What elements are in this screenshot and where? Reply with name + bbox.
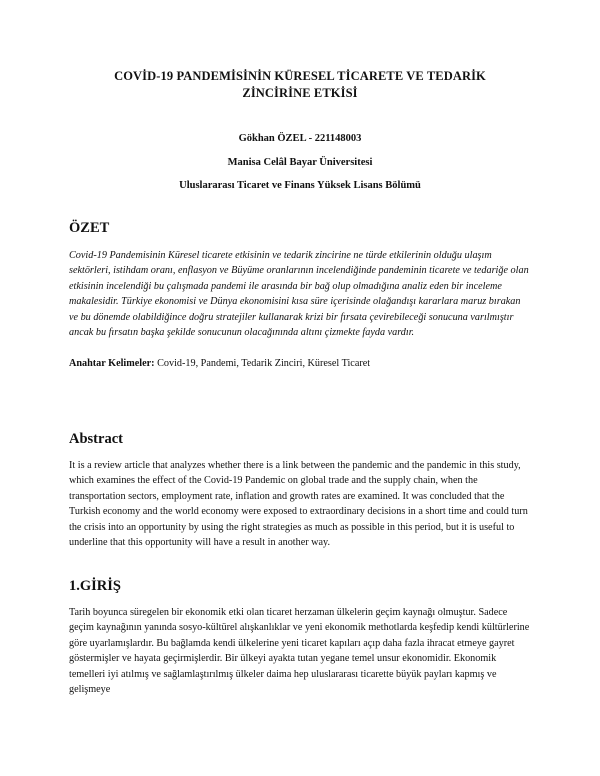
keywords-line [69, 358, 370, 369]
giris-heading: 1.GİRİŞ [69, 578, 121, 594]
keywords-values: Covid-19, Pandemi, Tedarik Zinciri, Küresel Ticaret [154, 358, 371, 369]
keywords-label: Anahtar Kelimeler: [69, 358, 155, 369]
paper-title: COVİD-19 PANDEMİSİNİN KÜRESEL TİCARETE VE TEDARİK ZİNCİRİNE ETKİSİ [114, 69, 486, 100]
author-line: Gökhan ÖZEL - 221148003 [238, 133, 362, 144]
abstract-heading: Abstract [69, 431, 123, 447]
ozet-paragraph: Covid-19 Pandemisinin Küresel ticarete etkisinin ve tedarik zincirine ne türde etkilerinin olduğu ulaşım sektörleri, istihdam oranı, enflasyon ve Büyüme oranlarının incelendiğinde pandeminin ticarete ve tedariğe olan etkisinin incelendiği bu çalışmada pandemi ile arasında bir bağ olup olmadığına analiz eden bir inceleme makalesidir. Türkiye ekonomisi ve Dünya ekonomisini kısa süre içerisinde olağandışı kararlara maruz bırakan ve bu dönemde olabildiğince doğru stratejiler kullanarak krizi bir fırsata çevirebileceği sonucuna varılmıştır ancak bu fırsatın başka şekilde sonucunun olacağınında altını çizmekte fayda vardır. [69, 250, 529, 339]
university-line: Manisa Celâl Bayar Üniversitesi [227, 157, 373, 168]
abstract-paragraph: It is a review article that analyzes whether there is a link between the pandemic and the pandemic in this study, which examines the effect of the Covid-19 Pandemic on global trade and the supply chain, when the transportation sectors, employment rate, inflation and growth rates are examined. It was concluded that the Turkish economy and the world economy were exposed to extraordinary decisions in a short time and could turn the crisis into an opportunity by using the right strategies as much as possible in this period, but it is useful to underline that this opportunity will have a result in another way. [69, 460, 528, 549]
department-line: Uluslararası Ticaret ve Finans Yüksek Lisans Bölümü [179, 180, 421, 191]
giris-paragraph: Tarih boyunca süregelen bir ekonomik etki olan ticaret herzaman ülkelerin geçim kaynağı olmuştur. Sadece geçim kaynağının yanında sosyo-kültürel alışkanlıklar ve yeni ekonomik methotlarda keşfedip kendi kültürlerine göre uyarlamışlardır. Bu bağlamda kendi ülkelerine yeni ticaret kapıları açıp daha fazla ihracat etmeye gayret göstermişler ve hayata geçirmişlerdir. Bir ülkeyi ayakta tutan yegane temel unsur ekonomidir. Ekonomik temelleri iyi atılmış ve sağlamlaştırılmış ülkeler daima hep uluslararası ticarette büyük payları kapmış ve gelişmeye [69, 607, 530, 696]
ozet-heading: ÖZET [69, 220, 110, 236]
